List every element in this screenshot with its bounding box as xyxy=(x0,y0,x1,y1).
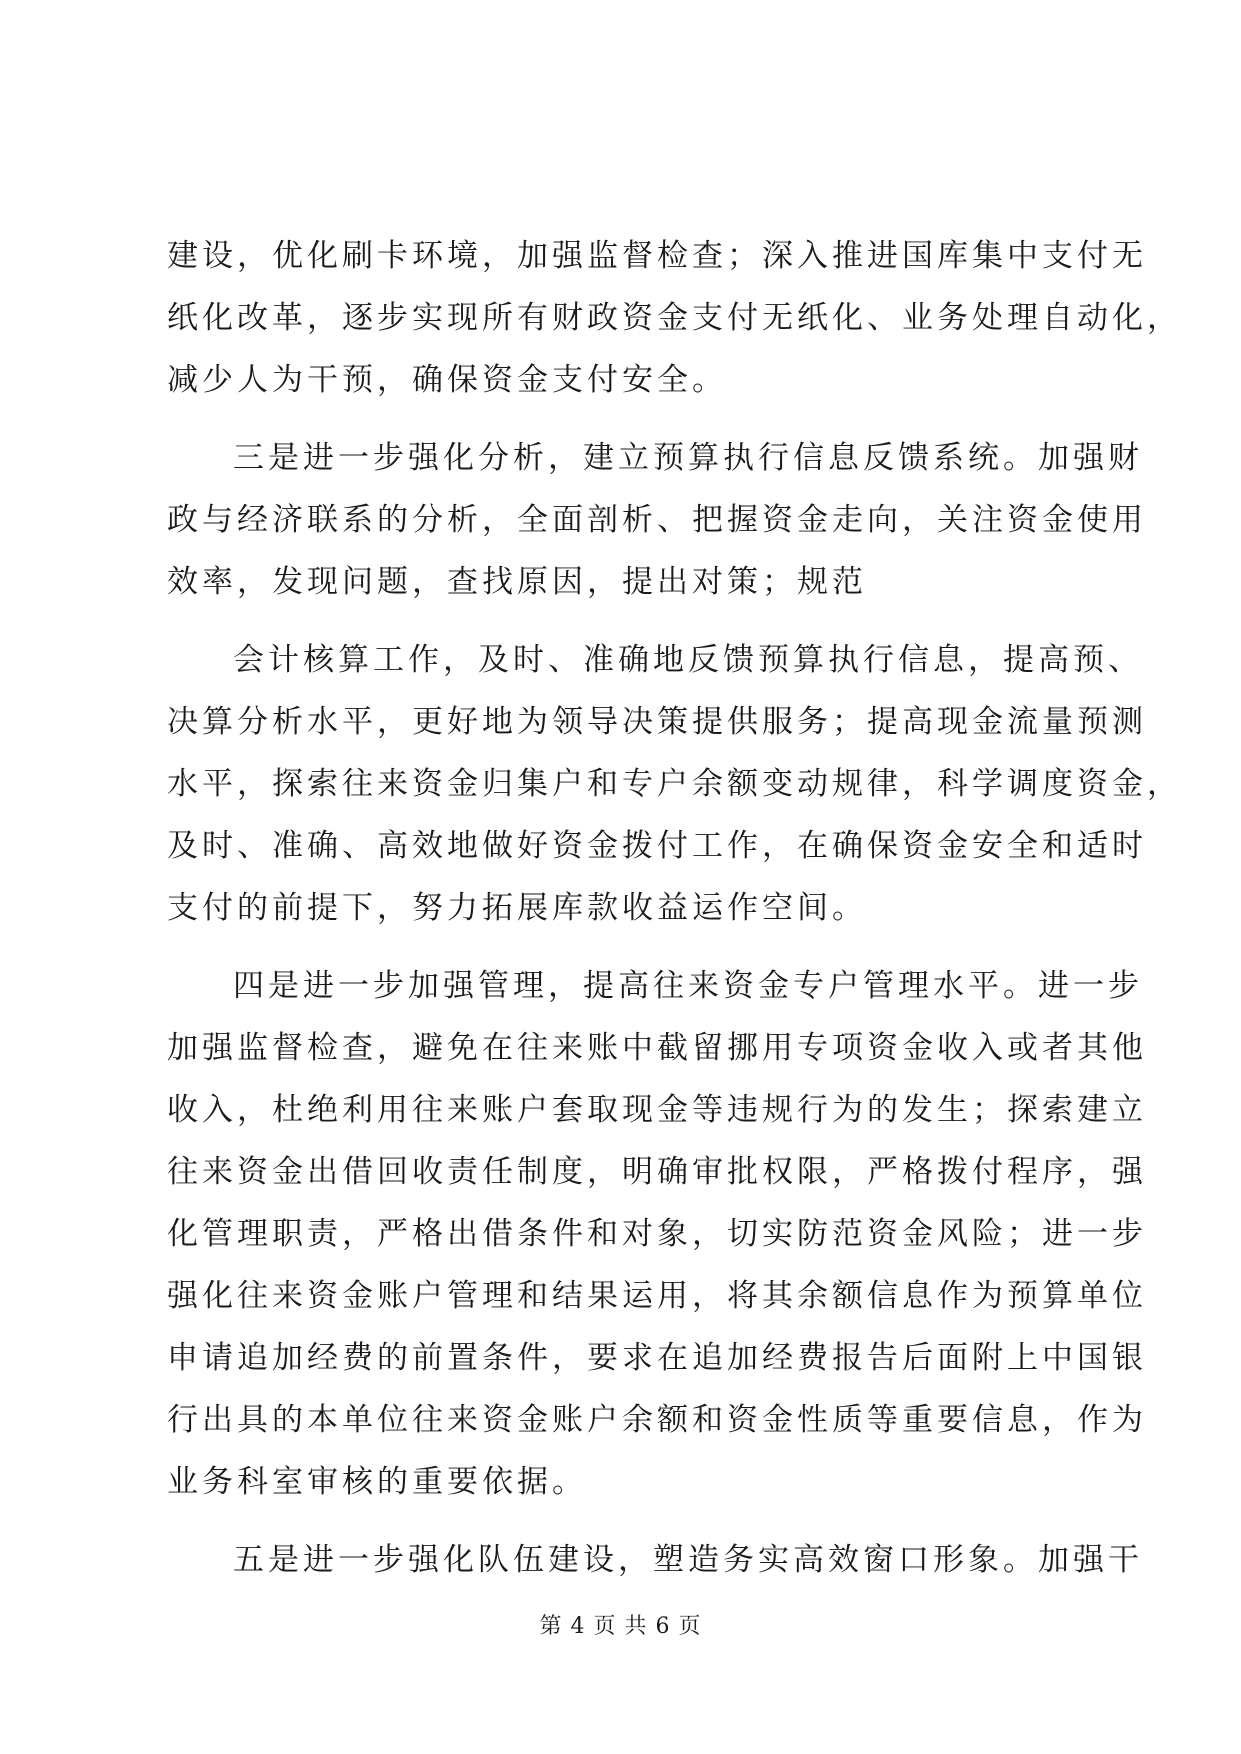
document-body xyxy=(167,226,1182,1592)
text-line: 支付的前提下，努力拓展库款收益运作空间。 xyxy=(167,890,867,926)
page-number-footer: 第 4 页 共 6 页 xyxy=(539,1614,702,1639)
text-line: 行出具的本单位往来资金账户余额和资金性质等重要信息，作为 xyxy=(167,1402,1147,1438)
paragraph-heading-line: 三是进一步强化分析，建立预算执行信息反馈系统。加强财 xyxy=(233,440,1143,476)
text-line: 建设，优化刷卡环境，加强监督检查；深入推进国库集中支付无 xyxy=(167,238,1147,274)
text-line: 决算分析水平，更好地为领导决策提供服务；提高现金流量预测 xyxy=(167,704,1147,740)
text-line: 加强监督检查，避免在往来账中截留挪用专项资金收入或者其他 xyxy=(167,1030,1147,1066)
text-line: 收入，杜绝利用往来账户套取现金等违规行为的发生；探索建立 xyxy=(167,1092,1147,1128)
text-line: 申请追加经费的前置条件，要求在追加经费报告后面附上中国银 xyxy=(167,1340,1147,1376)
paragraph-heading-line: 五是进一步强化队伍建设，塑造务实高效窗口形象。加强干 xyxy=(233,1542,1143,1578)
text-line: 纸化改革，逐步实现所有财政资金支付无纸化、业务处理自动化， xyxy=(167,300,1182,336)
text-line: 效率，发现问题，查找原因，提出对策；规范 xyxy=(167,564,867,600)
paragraph-heading-line: 四是进一步加强管理，提高往来资金专户管理水平。进一步 xyxy=(233,968,1143,1004)
text-line: 政与经济联系的分析，全面剖析、把握资金走向，关注资金使用 xyxy=(167,502,1147,538)
text-line: 及时、准确、高效地做好资金拨付工作，在确保资金安全和适时 xyxy=(167,828,1147,864)
text-line: 会计核算工作，及时、准确地反馈预算执行信息，提高预、 xyxy=(233,642,1143,678)
text-line: 业务科室审核的重要依据。 xyxy=(167,1464,587,1500)
text-line: 强化往来资金账户管理和结果运用，将其余额信息作为预算单位 xyxy=(167,1278,1147,1314)
text-line: 往来资金出借回收责任制度，明确审批权限，严格拨付程序，强 xyxy=(167,1154,1147,1190)
text-line: 化管理职责，严格出借条件和对象，切实防范资金风险；进一步 xyxy=(167,1216,1147,1252)
text-line: 水平，探索往来资金归集户和专户余额变动规律，科学调度资金， xyxy=(167,766,1182,802)
text-line: 减少人为干预，确保资金支付安全。 xyxy=(167,362,727,398)
